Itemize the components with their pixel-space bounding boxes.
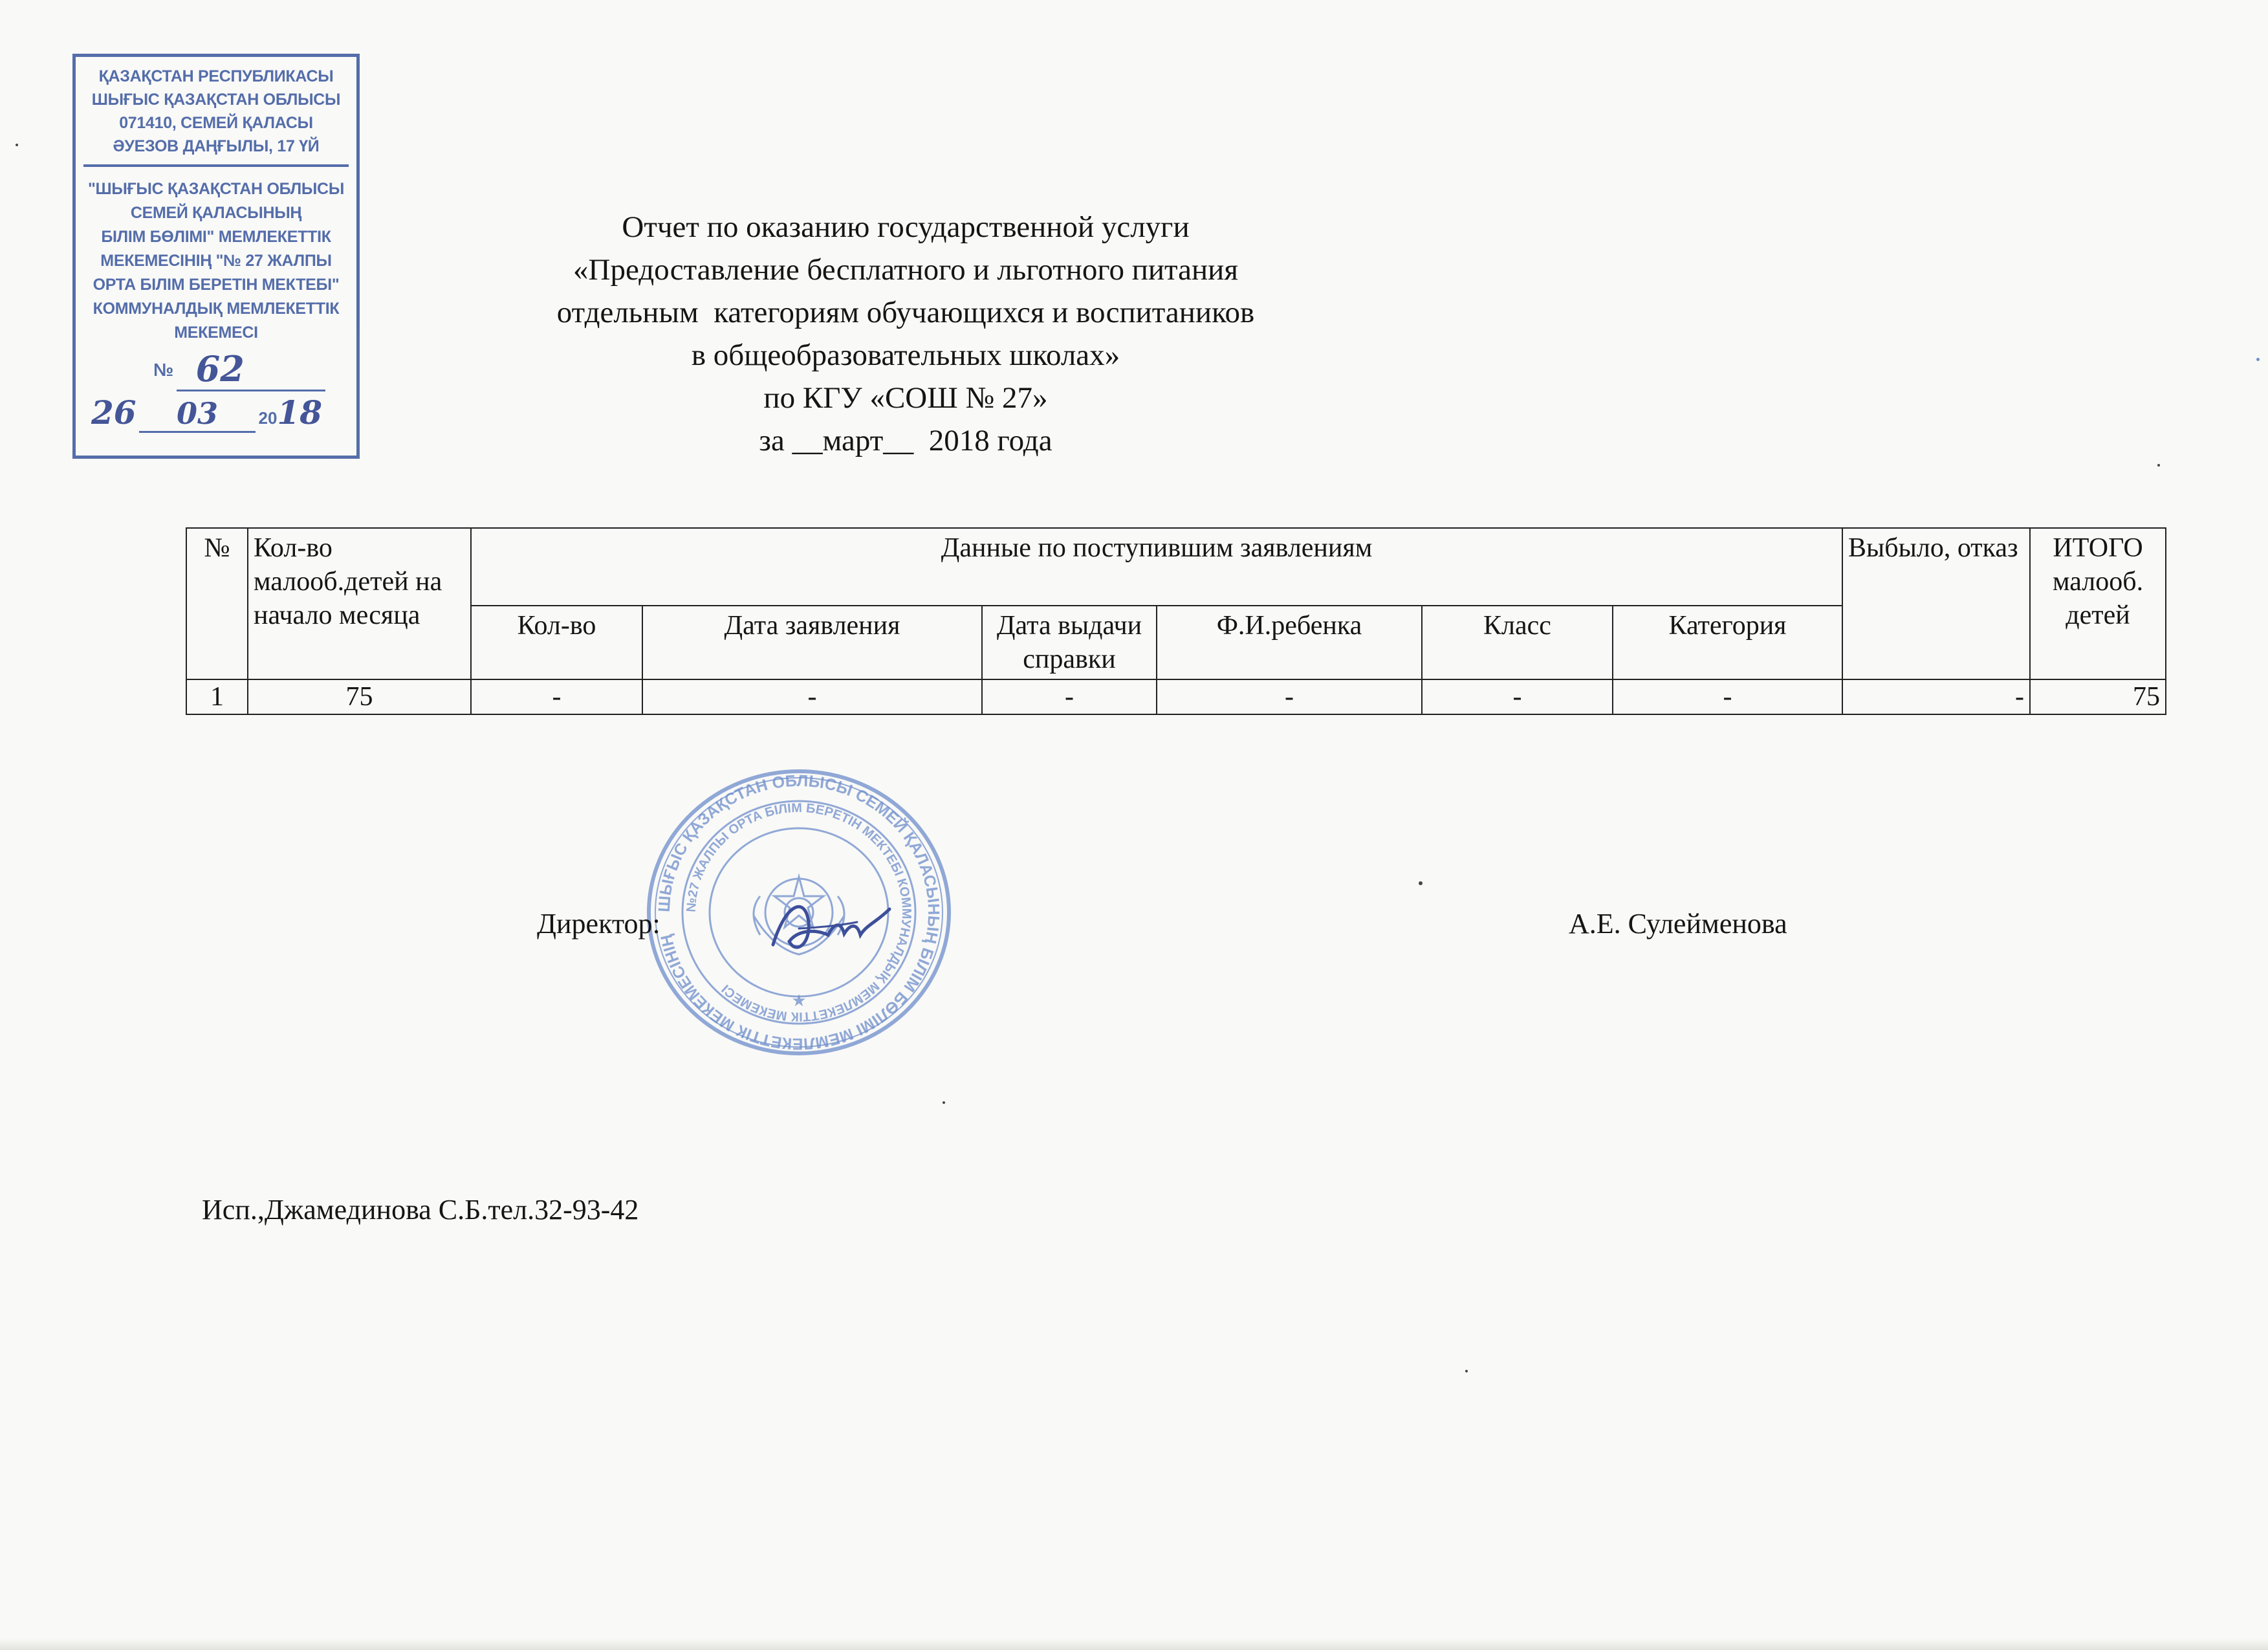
header-count: Кол-во: [471, 606, 642, 679]
director-label: Директор:: [537, 908, 660, 940]
stamp-line: КОММУНАЛДЫҚ МЕМЛЕКЕТТІК: [93, 300, 340, 318]
stamp-date-year-suffix: 18: [277, 393, 323, 432]
director-name: А.Е. Сулейменова: [1569, 908, 1787, 940]
scan-edge: [0, 1638, 2268, 1650]
title-line: за __март__ 2018 года: [759, 424, 1052, 457]
header-application-date: Дата заявления: [642, 606, 982, 679]
cell-total: 75: [2030, 679, 2166, 714]
report-title: [0, 206, 1811, 462]
seal-inner-text: №27 ЖАЛПЫ ОРТА БІЛІМ БЕРЕТІН МЕКТЕБІ КОММУНАЛДЫҚ МЕМЛЕКЕТТІК МЕКЕМЕСІ: [684, 800, 914, 1024]
title-line: отдельным категориям обучающихся и воспитаников: [556, 296, 1255, 329]
table-header-row: [186, 528, 2166, 606]
title-line: Отчет по оказанию государственной услуги: [622, 210, 1190, 244]
title-line: по КГУ «СОШ № 27»: [763, 381, 1048, 415]
cell-num: 1: [186, 679, 248, 714]
title-line: в общеобразовательных школах»: [691, 338, 1120, 372]
stamp-line: ОРТА БІЛІМ БЕРЕТІН МЕКТЕБІ": [93, 276, 340, 294]
stamp-line: ШЫҒЫС ҚАЗАҚСТАН ОБЛЫСЫ: [91, 91, 341, 109]
header-num: №: [186, 528, 248, 679]
cell-issue-date: -: [982, 679, 1157, 714]
title-line: «Предоставление бесплатного и льготного питания: [573, 253, 1238, 287]
stamp-line: 071410, СЕМЕЙ ҚАЛАСЫ: [119, 114, 313, 132]
stamp-number-label: №: [153, 360, 174, 380]
header-dropped: Выбыло, отказ: [1842, 528, 2030, 679]
director-signature: [760, 883, 902, 967]
report-table: [186, 527, 2166, 715]
cell-dropped: -: [1842, 679, 2030, 714]
cell-class: -: [1422, 679, 1613, 714]
stamp-line: БІЛІМ БӨЛІМІ" МЕМЛЕКЕТТІК: [101, 228, 331, 246]
stamp-date-day: 26: [91, 393, 136, 432]
cell-category: -: [1613, 679, 1842, 714]
cell-child-name: -: [1157, 679, 1422, 714]
seal-outer-text: ШЫҒЫС ҚАЗАҚСТАН ОБЛЫСЫ СЕМЕЙ ҚАЛАСЫНЫҢ БІЛІМ БӨЛІМІ МЕМЛЕКЕТТІК МЕКЕМЕСІНІҢ: [655, 771, 943, 1053]
header-count-start: Кол-во малооб.детей на начало месяца: [248, 528, 471, 679]
executor-contact: Исп.,Джамединова С.Б.тел.32-93-42: [202, 1194, 639, 1226]
cell-count: -: [471, 679, 642, 714]
header-applications-group: Данные по поступившим заявлениям: [471, 528, 1842, 606]
cell-application-date: -: [642, 679, 982, 714]
stamp-date-year-prefix: 20: [258, 408, 278, 428]
stamp-line: МЕКЕМЕСІНІҢ "№ 27 ЖАЛПЫ: [100, 252, 332, 270]
table-row: [186, 679, 2166, 714]
header-total: ИТОГО малооб. детей: [2030, 528, 2166, 679]
seal-star-icon: ★: [791, 991, 807, 1010]
header-class: Класс: [1422, 606, 1613, 679]
stamp-date-month: 03: [177, 396, 219, 431]
stamp-line: СЕМЕЙ ҚАЛАСЫНЫҢ: [130, 204, 302, 222]
header-category: Категория: [1613, 606, 1842, 679]
stamp-line: МЕКЕМЕСІ: [174, 324, 258, 342]
stamp-line: ӘУЕЗОВ ДАҢҒЫЛЫ, 17 ҮЙ: [113, 137, 320, 155]
stamp-number-value: 62: [195, 348, 245, 390]
stamp-line: "ШЫҒЫС ҚАЗАҚСТАН ОБЛЫСЫ: [87, 180, 344, 198]
header-issue-date: Дата выдачи справки: [982, 606, 1157, 679]
stamp-address-block: [76, 57, 356, 158]
stamp-line: ҚАЗАҚСТАН РЕСПУБЛИКАСЫ: [98, 67, 334, 85]
cell-count-start: 75: [248, 679, 471, 714]
header-child-name: Ф.И.ребенка: [1157, 606, 1422, 679]
